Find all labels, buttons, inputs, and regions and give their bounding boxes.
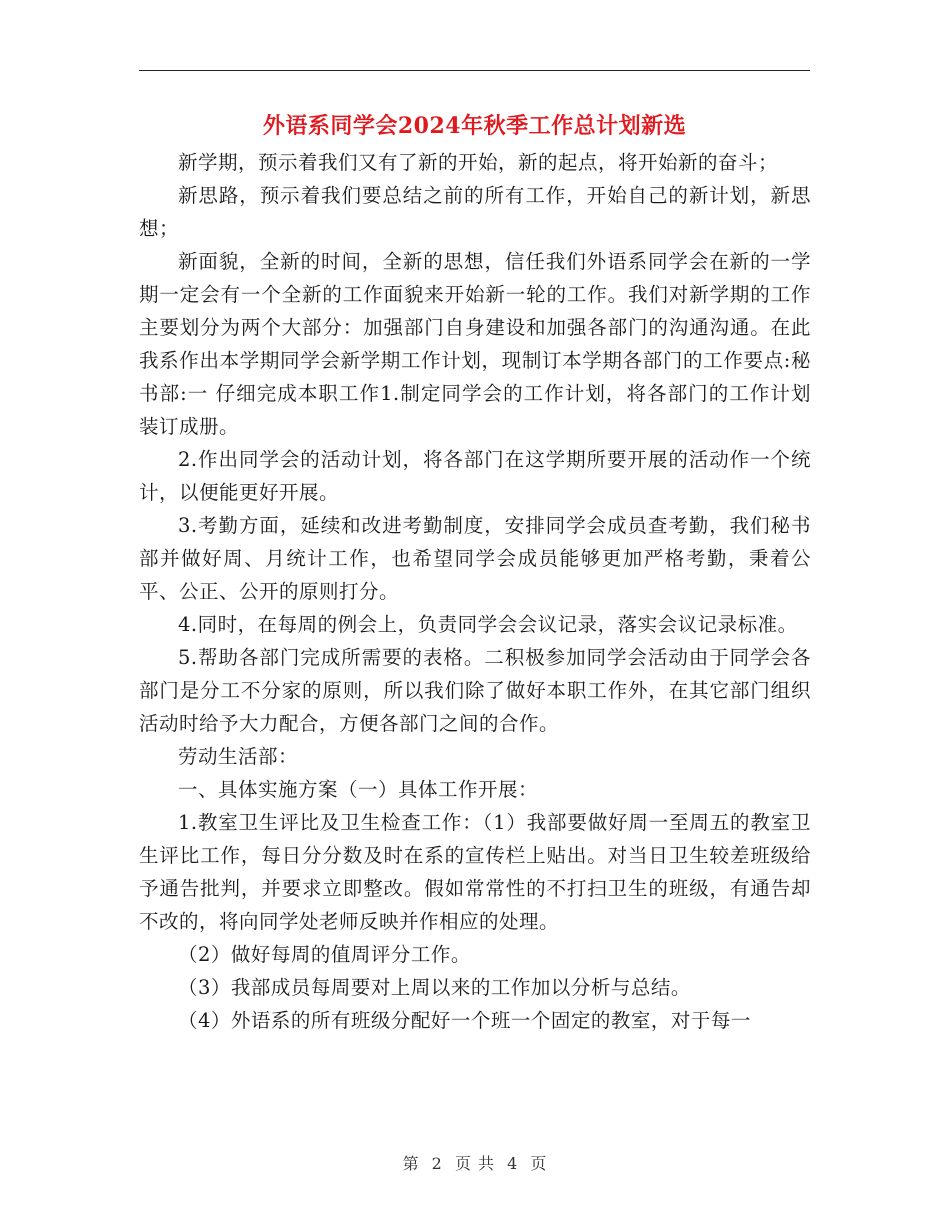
paragraph: 劳动生活部： <box>178 745 299 768</box>
page-label-prefix: 第 <box>402 1154 420 1173</box>
paragraph: （2）做好每周的值周评分工作。 <box>178 943 471 966</box>
paragraph: 一、具体实施方案（一）具体工作开展： <box>178 778 539 801</box>
paragraph: 新面貌，全新的时间，全新的思想，信任我们外语系同学会在新的一学期一定会有一个全新的工作面貌来开始新一轮的工作。我们对新学期的工作主要划分为两个大部分：加强部门自身建设和加强各部门的沟通沟通。在此我系作出本学期同学会新学期工作计划，现制订本学期各部门的工作要点:秘书部:一 仔细完成本职工作1.制定同学会的工作计划，将各部门的工作计划装订成册。 <box>139 250 811 438</box>
paragraph: （4）外语系的所有班级分配好一个班一个固定的教室，对于每一 <box>178 1009 751 1032</box>
page-label-suffix: 页 <box>530 1154 548 1173</box>
paragraph: 4.同时，在每周的例会上，负责同学会会议记录，落实会议记录标准。 <box>178 613 798 636</box>
page-label-middle: 页 共 <box>454 1154 496 1173</box>
paragraph: 3.考勤方面，延续和改进考勤制度，安排同学会成员查考勤，我们秘书部并做好周、月统计工作，也希望同学会成员能够更加严格考勤，秉着公平、公正、公开的原则打分。 <box>139 514 811 603</box>
paragraph: 5.帮助各部门完成所需要的表格。二积极参加同学会活动由于同学会各部门是分工不分家的原则，所以我们除了做好本职工作外，在其它部门组织活动时给予大力配合，方便各部门之间的合作。 <box>139 646 811 735</box>
paragraph: 新学期，预示着我们又有了新的开始，新的起点，将开始新的奋斗； <box>178 151 779 174</box>
paragraph: 2.作出同学会的活动计划，将各部门在这学期所要开展的活动作一个统计，以便能更好开展。 <box>139 448 811 504</box>
page-footer <box>0 1151 950 1174</box>
document-title: 外语系同学会2024年秋季工作总计划新选 <box>262 113 687 139</box>
paragraph: （3）我部成员每周要对上周以来的工作加以分析与总结。 <box>178 976 691 999</box>
paragraph: 新思路，预示着我们要总结之前的所有工作，开始自己的新计划，新思想； <box>139 184 811 240</box>
current-page-number: 2 <box>431 1154 443 1173</box>
header-rule <box>139 70 810 71</box>
paragraph: 1.教室卫生评比及卫生检查工作：（1）我部要做好周一至周五的教室卫生评比工作，每日分分数及时在系的宣传栏上贴出。对当日卫生较差班级给予通告批判，并要求立即整改。假如常常性的不打扫卫生的班级，有通告却不改的，将向同学处老师反映并作相应的处理。 <box>139 811 811 933</box>
total-pages-number: 4 <box>507 1154 519 1173</box>
document-body <box>139 146 811 1037</box>
